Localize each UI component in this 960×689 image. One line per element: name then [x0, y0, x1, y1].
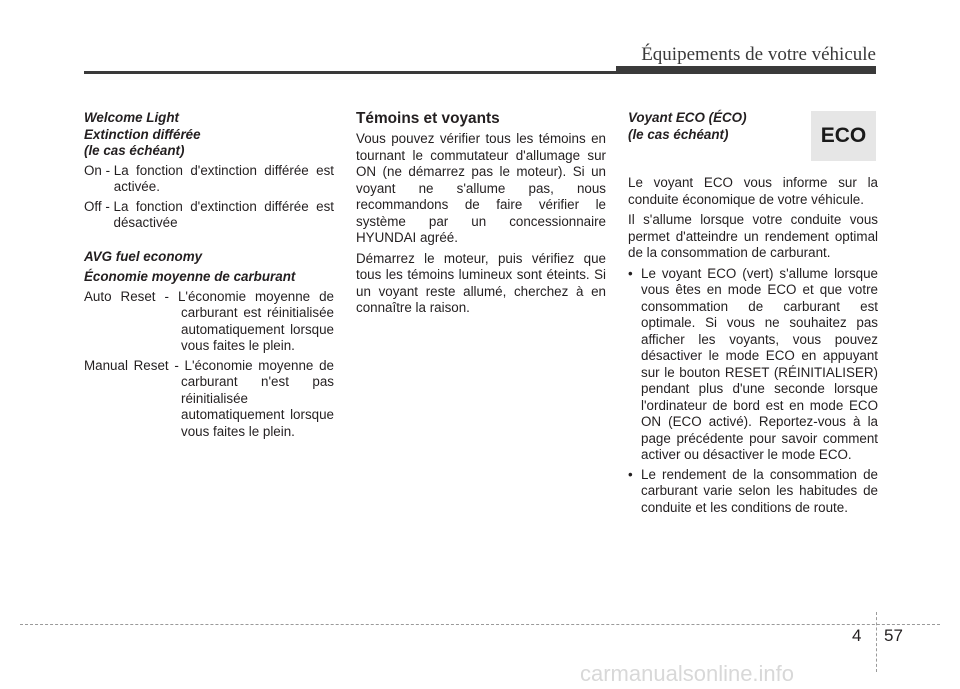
eco-indicator-icon: [811, 111, 876, 161]
eco-badge-label: ECO: [820, 124, 867, 147]
eco-paragraph-2: Il s'allume lorsque votre conduite vous permet d'atteindre un rendement optimal de la consommation de carburant.: [628, 212, 878, 260]
column-left: [84, 110, 334, 443]
paragraph-1: Vous pouvez vérifier tous les témoins en tournant le commutateur d'allumage sur ON (ne démarrez pas le moteur). Si un voyant ne s'allume pas, nous recommandons de faire vérifier le système par un concessionnaire HYUNDAI agréé.: [356, 131, 606, 245]
bullet-item-2: [628, 467, 878, 517]
section-heading: Témoins et voyants: [356, 110, 500, 127]
option-on: [84, 163, 334, 196]
page-number: 57: [884, 626, 903, 645]
bullet-marker: •: [628, 466, 633, 482]
option-on-text: La fonction d'extinction différée est activée.: [113, 162, 334, 194]
watermark: carmanualsonline.info: [580, 661, 795, 686]
eco-paragraph-1: Le voyant ECO vous informe sur la conduite économique de votre véhicule.: [628, 175, 878, 207]
auto-reset-text: Auto Reset - L'économie moyenne de carburant est réinitialisée automatiquement lorsque vous faites le plein.: [84, 288, 334, 353]
avg-fuel-fr-heading: Économie moyenne de carburant: [84, 269, 296, 284]
page-number-divider: [876, 612, 877, 672]
option-off-key: Off -: [84, 198, 114, 214]
bullet-text-1: Le voyant ECO (vert) s'allume lorsque vous êtes en mode ECO et que votre consommation de carburant est optimale. Si vous ne souhaitez pas afficher les voyants, vous pouvez désactiver le mode ECO en appuyant sur le bouton RESET (RÉINITIALISER) pendant plus d'une seconde lorsque l'ordinateur de bord est en mode ECO ON (ECO activé). Reportez-vous à la page précédente pour savoir comment activer ou désactiver le mode ECO.: [641, 265, 878, 462]
option-on-key: On -: [84, 162, 114, 178]
column-right: [628, 110, 878, 519]
footer-dashed-line: [20, 624, 940, 625]
bullet-text-2: Le rendement de la consommation de carburant varie selon les habitudes de conduite et les conditions de route.: [641, 466, 878, 515]
chapter-number: 4: [852, 626, 862, 645]
eco-if-applicable-heading: (le cas échéant): [628, 126, 729, 142]
if-applicable-heading: (le cas échéant): [84, 143, 185, 158]
option-off: [84, 199, 334, 232]
column-middle: [356, 110, 606, 321]
eco-heading: Voyant ECO (ÉCO): [628, 110, 747, 125]
page-header-title: Équipements de votre véhicule: [641, 44, 876, 65]
bullet-marker: •: [628, 265, 633, 281]
manual-reset-text: Manual Reset - L'économie moyenne de carburant n'est pas réinitialisée automatiquement lorsque vous faites le plein.: [84, 357, 334, 439]
bullet-item-1: [628, 266, 878, 464]
option-off-text: La fonction d'extinction différée est désactivée: [113, 198, 334, 230]
paragraph-2: Démarrez le moteur, puis vérifiez que tous les témoins lumineux sont éteints. Si un voyant reste allumé, cherchez à en connaître la raison.: [356, 250, 606, 315]
header-rule: [84, 71, 876, 74]
welcome-light-heading: Welcome Light: [84, 110, 179, 125]
extinction-heading: Extinction différée: [84, 126, 201, 142]
avg-fuel-heading: AVG fuel economy: [84, 248, 203, 264]
